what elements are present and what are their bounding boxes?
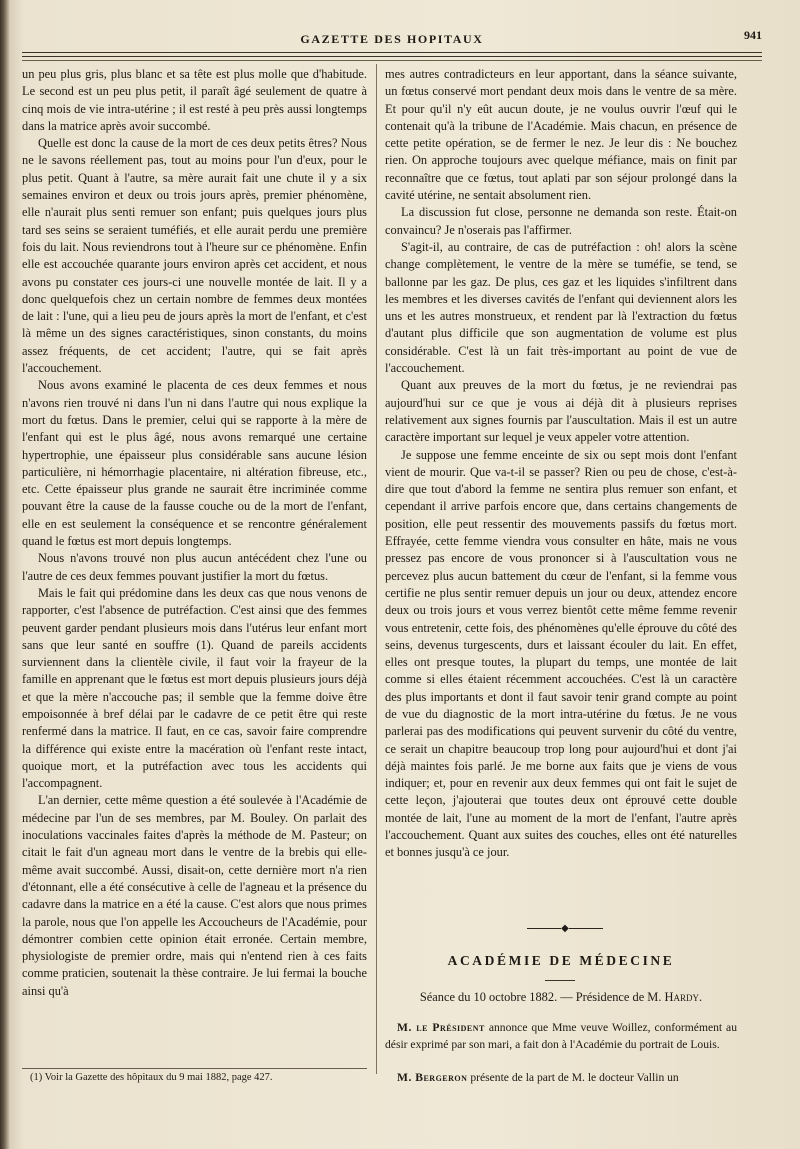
footnote-rule bbox=[22, 1068, 367, 1069]
president-name: Hardy. bbox=[664, 990, 703, 1004]
announcement-text: présente de la part de M. le docteur Vallin un bbox=[470, 1071, 679, 1084]
column-divider bbox=[376, 64, 377, 1074]
paragraph: La discussion fut close, personne ne demanda son reste. Était-on convaincu? Je n'oserais pas l'affirmer. bbox=[385, 205, 737, 237]
footnote: (1) Voir la Gazette des hôpitaux du 9 mai 1882, page 427. bbox=[30, 1072, 273, 1083]
announcement-text: annonce que Mme veuve Woillez, conformément au désir exprimé par son mari, a fait don à l'Académie du portrait de Louis. bbox=[385, 1021, 738, 1051]
paragraph: Nous avons examiné le placenta de ces deux femmes et nous n'avons rien trouvé ni dans l'un ni dans l'autre qui nous explique la mort du fœtus. Dans le premier, celui qui se rapporte à la mère de l'enfant qui est le plus âgé, nous avons remarqué une certaine hypertrophie, une épaisseur plus considérable sans aucune lésion particulière, ni hémorrhagie placentaire, ni altération fibreuse, etc., etc. Cette épaisseur plus grande ne saurait être incriminée comme pouvant être la cause de la fausse couche ou de la mort de l'enfant, elle en est seulement la conséquence et se rencontre généralement quand le fœtus est mort depuis longtemps. bbox=[22, 378, 367, 549]
section-ornament: ◆ bbox=[520, 924, 610, 934]
announcement-speaker: M. le Président bbox=[397, 1021, 485, 1034]
paragraph: Je suppose une femme enceinte de six ou sept mois dont l'enfant vient de mourir. Que va-t-il se passer? Rien ou peu de chose, c'est-à-dire que tout d'abord la femme ne sentira plus remuer son enfant, et cependant il arrive parfois encore que, dans certains changements de position, elle peut ressentir des mouvements passifs du fœtus mort. Effrayée, cette femme viendra vous consulter en hâte, mais ne vous pressez pas encore de vous prononcer si à l'auscultation vous ne percevez plus aucun battement du cœur de l'enfant, si la femme vous certifie ne plus sentir remuer depuis un jour ou deux, attendez encore deux ou trois jours et vous verrez bientôt cette même femme revenir vous entretenir, cette fois, des phénomènes qu'elle éprouve du côté des seins, devenus turgescents, durs et laissant écouler du lait. En effet, elles ont presque toutes, la plupart du temps, une montée de lait comme si elles étaient récemment accouchées. C'est là un caractère des plus importants et dont il faut savoir tenir grand compte au point de vue du diagnostic de la mort intra-utérine du fœtus. Je ne vous parlerai pas des modifications qui peuvent survenir du côté du ventre, ce serait un chapitre beaucoup trop long pour aujourd'hui et dont j'ai déjà maintes fois parlé. Je me borne aux faits que je viens de vous indiquer; et, pour en revenir aux deux femmes qui ont fait le sujet de cette leçon, j'ajouterai que toutes deux ont éprouvé cette double montée de lait, l'une au moment de la mort de l'enfant, l'autre après l'accouchement. Quant aux suites des couches, elles ont été naturelles et bonnes jusqu'à ce jour. bbox=[385, 447, 737, 860]
announcement bbox=[385, 1020, 737, 1053]
header-thin-rule bbox=[22, 60, 762, 61]
running-title: GAZETTE DES HOPITAUX bbox=[300, 32, 484, 46]
paragraph: S'agit-il, au contraire, de cas de putréfaction : oh! alors la scène change complètement, le ventre de la mère se tuméfie, se tend, se ballonne par les gaz. De plus, ces gaz et les liquides s'infiltrent dans les membres et les diverses cavités de l'enfant qui deviennent alors les uns et les autres monstrueux, et rendent par là l'extraction du fœtus d'autant plus difficile que son augmentation de volume est plus considérable. C'est là un fait très-important au point de vue de l'accouchement. bbox=[385, 239, 737, 376]
paragraph: un peu plus gris, plus blanc et sa tête est plus molle que d'habitude. Le second est un peu plus petit, il paraît âgé seulement de quatre à cinq mois de vie intra-utérine ; il est resté à peu près aussi longtemps dans la matrice après avoir succombé. bbox=[22, 67, 367, 133]
announcement bbox=[385, 1070, 737, 1087]
page-header bbox=[22, 28, 762, 50]
right-column bbox=[385, 66, 737, 862]
session-prefix: Séance du 10 octobre 1882. — Présidence de M. bbox=[419, 990, 662, 1004]
paragraph: Mais le fait qui prédomine dans les deux cas que nous venons de rapporter, c'est l'absence de putréfaction. C'est ainsi que des femmes peuvent garder pendant plusieurs mois dans l'utérus leur enfant mort sans que leur santé en souffre (1). Quand de pareils accidents surviennent dans la clientèle civile, il faut voir la frayeur de la famille en apprenant que le fœtus est mort depuis plusieurs jours déjà et que la mère n'accouche pas; il semble que la femme doive être empoisonnée à bref délai par le cadavre de ce petit être qui reste renfermé dans la matrice. Il faut, en ce cas, savoir faire comprendre la différence qui existe entre la macération où l'enfant reste intact, quoique mort, et la putréfaction avec tous les accidents qui l'accompagnent. bbox=[22, 585, 367, 791]
session-line bbox=[385, 990, 737, 1005]
paragraph: L'an dernier, cette même question a été soulevée à l'Académie de médecine par l'un de ses membres, par M. Bouley. On parlait des inoculations vaccinales faites d'après la méthode de M. Pasteur; on citait le fait d'un agneau mort dans le ventre de la brebis qui elle-même avait succombé. Aussi, disait-on, cette dernière mort n'a rien d'étonnant, elle a été consécutive à celle de l'agneau et la présence du cadavre dans la matrice en a été la cause. C'est alors que nous primes la parole, nous que l'on appelle les Accoucheurs de l'Académie, pour démontrer combien cette opinion était erronée. Certain membre, physiologiste de premier ordre, mais qui n'entend rien à ces faits comme praticien, soutenait la thèse contraire. Je lui fermai la bouche ainsi qu'à bbox=[22, 793, 367, 998]
left-column bbox=[22, 66, 367, 1000]
section-title: ACADÉMIE DE MÉDECINE bbox=[447, 953, 675, 968]
section-title-rule bbox=[545, 980, 575, 981]
paragraph: Quelle est donc la cause de la mort de ces deux petits êtres? Nous ne le savons réellement pas, tout au moins pour l'un d'eux, pour le plus petit. Quant à l'autre, sa mère aurait fait une chute il y a six semaines environ et deux ou trois jours après, premier phénomène, elle n'aurait plus senti remuer son enfant; puis quelques jours plus tard ses seins se seraient tuméfiés, et elle aurait perdu une première fois du lait. Nous reviendrons tout à l'heure sur ce phénomène. Enfin elle est accouchée quarante jours environ après cet accident, et nous avons pu constater ces jours-ci une nouvelle montée de lait. Il y a donc quelquefois chez un certain nombre de femmes deux montées de lait : l'une, qui a lieu peu de jours après la mort de l'enfant, et c'est là même un des signes caractéristiques, sinon constants, du moins assez fréquents, de cet accident; l'autre, qui se fait après l'accouchement. bbox=[22, 136, 367, 376]
header-double-rule bbox=[22, 52, 762, 57]
paragraph: Quant aux preuves de la mort du fœtus, je ne reviendrai pas aujourd'hui sur ce que je vous ai déjà dit à plusieurs reprises relativement aux signes fournis par l'auscultation. Mais il est un autre caractère important sur lequel je veux appeler votre attention. bbox=[385, 378, 737, 445]
page-number: 941 bbox=[744, 28, 762, 42]
paragraph: mes autres contradicteurs en leur apportant, dans la séance suivante, un fœtus conservé mort pendant deux mois dans le ventre de sa mère. Et pour qu'il n'y eût aucun doute, je ne voulus ouvrir l'œuf qui le contenait qu'à la tribune de l'Académie. Mais chacun, en présence de cette petite opération, se de fermer le nez. Je leur dis : Ne bouchez rien. On approche toujours avec quelque méfiance, mais on finit par reconnaître que ce fœtus, tout aplati par son séjour prolongé dans la cavité utérine, ne sentait absolument rien. bbox=[385, 67, 737, 203]
paragraph: Nous n'avons trouvé non plus aucun antécédent chez l'une ou l'autre de ces deux femmes pouvant justifier la mort du fœtus. bbox=[22, 551, 367, 583]
announcement-speaker: M. Bergeron bbox=[397, 1071, 468, 1084]
